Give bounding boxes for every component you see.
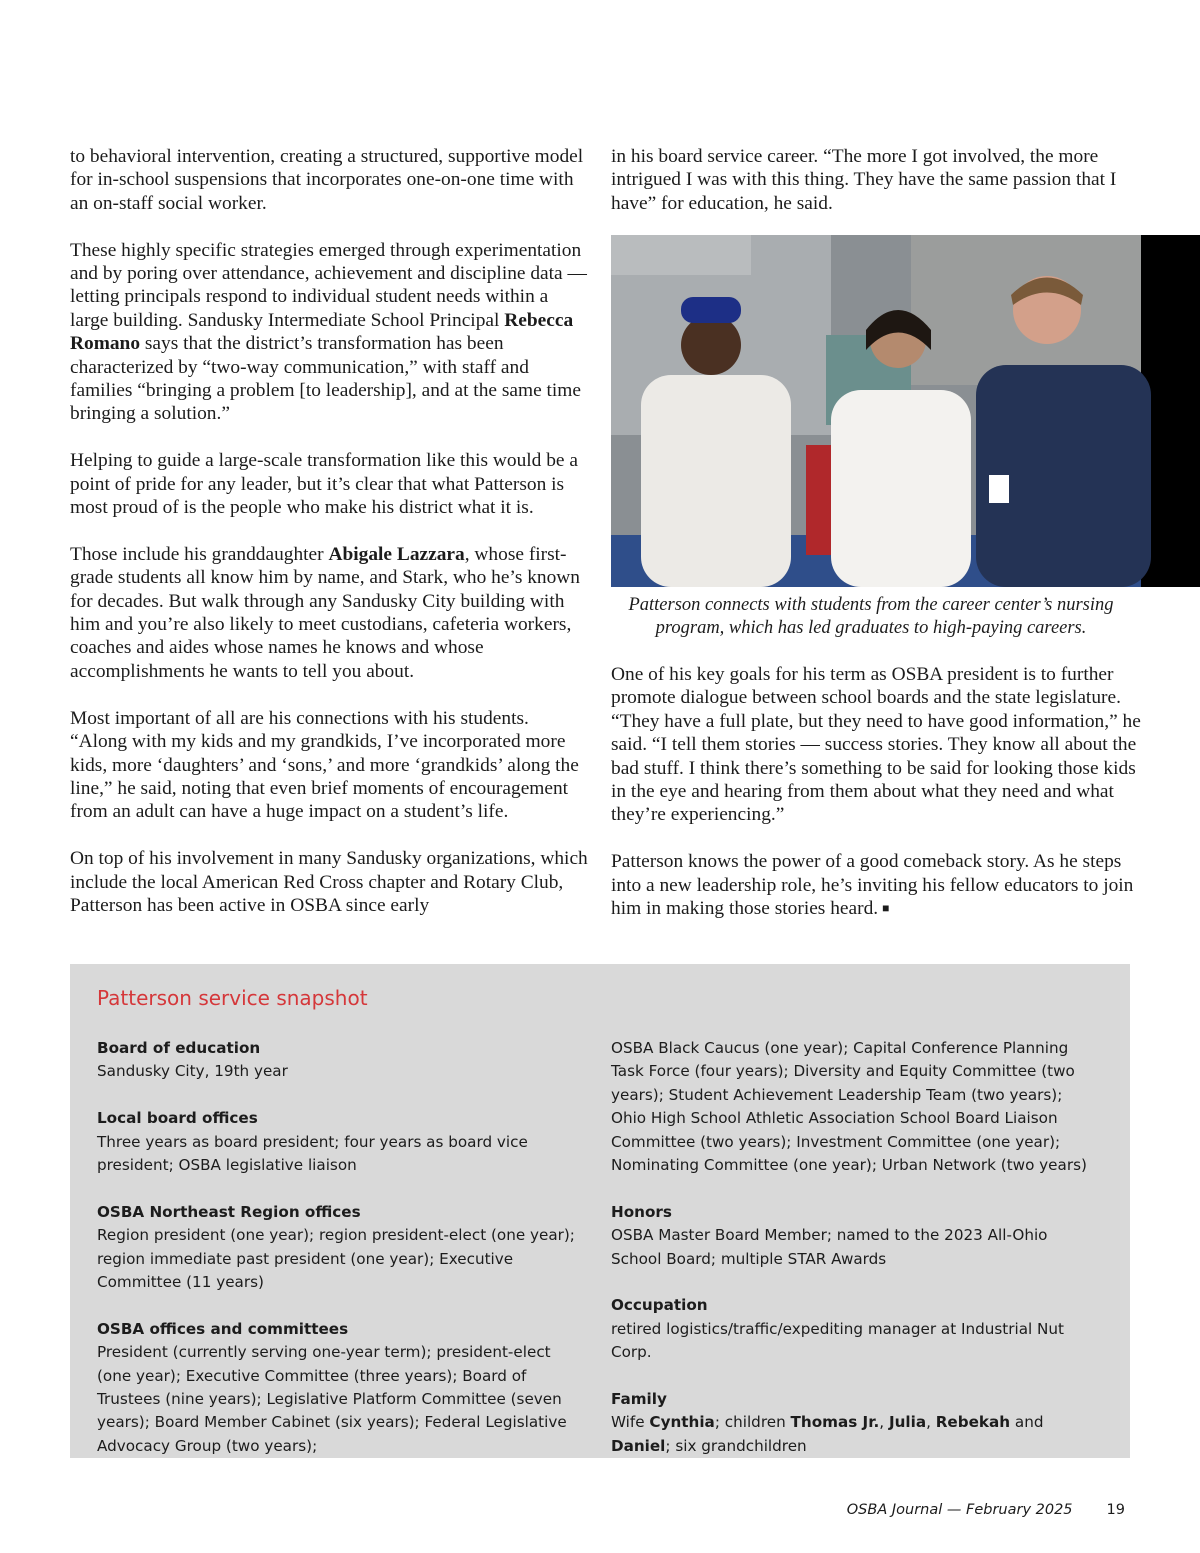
paragraph: in his board service career. “The more I got involved, the more intrigued I was with this thing. They have the same passion that I have” for education, he said.	[611, 146, 1117, 214]
snapshot-body: President (currently serving one-year term); president-elect (one year); Executive Committee (three years); Board of Trustees (nine years); Legislative Platform Committee (seven years); Board Member Cabinet (six years); Federal Legislative Advocacy Group (two years);	[97, 1343, 567, 1455]
snapshot-body: Wife Cynthia; children Thomas Jr., Julia, Rebekah and Daniel; six grandchildren	[611, 1413, 1044, 1455]
paragraph: to behavioral intervention, creating a structured, supportive model for in-school suspensions that incorporates one-on-one time with an on-staff social worker.	[70, 146, 584, 214]
snapshot-group	[97, 1037, 587, 1084]
snapshot-group	[97, 1107, 587, 1177]
snapshot-group	[97, 1201, 587, 1295]
page-number: 19	[1106, 1502, 1125, 1518]
snapshot-heading: OSBA offices and committees	[97, 1319, 349, 1338]
page-footer	[847, 1502, 1125, 1518]
paragraph: Most important of all are his connections with his students. “Along with my kids and my grandkids, I’ve incorporated more kids, more ‘daughters’ and ‘sons,’ and more ‘grandkids’ along the line,” he said, noting that even brief moments of encouragement from an adult can have a huge impact on a student’s life.	[70, 707, 579, 823]
snapshot-body: OSBA Master Board Member; named to the 2023 All-Ohio School Board; multiple STAR Awards	[611, 1226, 1048, 1268]
article-right-column-bottom	[611, 663, 1141, 944]
snapshot-body: Sandusky City, 19th year	[97, 1062, 288, 1081]
snapshot-group	[611, 1037, 1101, 1177]
paragraph: One of his key goals for his term as OSBA president is to further promote dialogue between school boards and the state legislature. “They have a full plate, but they need to have good information,” he said. “I tell them stories — success stories. They know all about the bad stuff. I think there’s something to be said for looking those kids in the eye and hearing from them about what they need and what they’re experiencing.”	[611, 664, 1141, 826]
snapshot-group	[97, 1318, 587, 1458]
snapshot-heading: Occupation	[611, 1296, 708, 1315]
article-left-column	[70, 145, 590, 941]
snapshot-group	[611, 1201, 1101, 1271]
snapshot-heading: Board of education	[97, 1039, 261, 1057]
snapshot-body: Three years as board president; four years as board vice president; OSBA legislative liaison	[97, 1132, 528, 1175]
snapshot-heading: Local board offices	[97, 1109, 258, 1128]
end-mark: ■	[882, 901, 890, 916]
snapshot-body: retired logistics/traffic/expediting manager at Industrial Nut Corp.	[611, 1319, 1064, 1362]
nursing-students-photo	[611, 235, 1200, 587]
snapshot-heading: OSBA Northeast Region offices	[97, 1202, 361, 1221]
service-snapshot-box	[70, 964, 1130, 1458]
snapshot-group	[611, 1388, 1101, 1458]
article-photo	[611, 235, 1200, 587]
snapshot-group	[611, 1294, 1101, 1364]
paragraph: On top of his involvement in many Sandusky organizations, which include the local American Red Cross chapter and Rotary Club, Patterson has been active in OSBA since early	[70, 848, 588, 916]
bold-name: Rebecca Romano	[70, 309, 574, 355]
snapshot-right-column	[611, 1037, 1101, 1482]
article-right-column-top	[611, 145, 1141, 239]
paragraph: These highly specific strategies emerged through experimentation and by poring over attendance, achievement and discipline data — letting principals respond to individual student needs within a large building. Sandusky Intermediate School Principal Rebecca Romano says that the district’s transformation has been characterized by “two-way communication,” with staff and families “bringing a problem [to leadership], and at the same time bringing a solution.”	[70, 239, 587, 425]
bold-name: Abigale Lazzara	[328, 543, 465, 565]
paragraph: Patterson knows the power of a good comeback story. As he steps into a new leadership role, he’s inviting his fellow educators to join him in making those stories heard. ■	[611, 851, 1134, 920]
snapshot-left-column	[97, 1037, 587, 1482]
paragraph: Those include his granddaughter Abigale Lazzara, whose first-grade students all know him by name, and Stark, who he’s known for decades. But walk through any Sandusky City building with him and you’re also likely to meet custodians, cafeteria workers, coaches and aides whose names he knows and whose accomplishments he wants to tell you about.	[70, 543, 580, 682]
paragraph: Helping to guide a large-scale transformation like this would be a point of pride for any leader, but it’s clear that what Patterson is most proud of is the people who make his district what it is.	[70, 450, 578, 519]
photo-caption: Patterson connects with students from the career center’s nursing program, which has led graduates to high-paying careers.	[628, 595, 1114, 638]
snapshot-heading: Family	[611, 1390, 667, 1409]
snapshot-body: OSBA Black Caucus (one year); Capital Conference Planning Task Force (four years); Diversity and Equity Committee (two years); Student Achievement Leadership Team (two years); Ohio High School Athletic Association School Board Liaison Committee (two years); Investment Committee (one year); Nominating Committee (one year); Urban Network (two years)	[611, 1039, 1087, 1175]
snapshot-heading: Honors	[611, 1202, 672, 1221]
journal-title: OSBA Journal — February 2025	[846, 1502, 1073, 1518]
snapshot-title: Patterson service snapshot	[97, 986, 368, 1010]
snapshot-body: Region president (one year); region president-elect (one year); region immediate past president (one year); Executive Committee (11 years)	[97, 1226, 575, 1292]
